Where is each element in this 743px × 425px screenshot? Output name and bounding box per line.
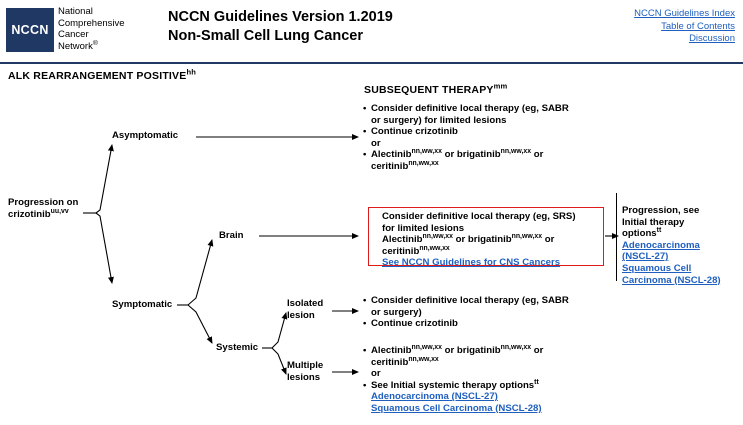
node-progression-line2: crizotinib — [8, 208, 51, 220]
list-item — [374, 234, 602, 257]
item-sup-2: nn,ww,xx — [511, 233, 543, 240]
list-item-or — [363, 138, 613, 150]
item-sup-2: nn,ww,xx — [500, 343, 532, 351]
list-item — [363, 126, 613, 138]
item-sup-3: nn,ww,xx — [408, 159, 439, 167]
therapy-isolated — [363, 295, 613, 330]
nccn-logo-wordmark: National Comprehensive Cancer Network® — [58, 6, 125, 52]
outcome-link2-line1: Squamous Cell — [622, 262, 692, 274]
therapy-asymptomatic — [363, 103, 613, 173]
item-text-4: ceritinib — [371, 160, 409, 172]
list-item — [363, 345, 613, 368]
page-title-line2: Non-Small Cell Lung Cancer — [168, 28, 363, 44]
item-text-4: ceritinib — [371, 356, 409, 368]
link-discussion[interactable]: Discussion — [689, 33, 735, 44]
item-text: Consider definitive local therapy (eg, SABR — [371, 103, 569, 114]
item-sup-3: nn,ww,xx — [419, 244, 450, 252]
therapy-isolated-list — [363, 295, 613, 330]
item-text: Alectinib — [382, 234, 423, 246]
item-text: Consider definitive local therapy (eg, SABR — [371, 295, 569, 306]
node-multiple-line2: lesions — [287, 371, 321, 383]
item-text: or — [371, 368, 381, 380]
item-sup: nn,ww,xx — [411, 343, 442, 351]
page-header — [0, 0, 743, 62]
node-asymptomatic-label: Asymptomatic — [112, 130, 179, 141]
link-adenocarcinoma-nscl27[interactable]: Adenocarcinoma (NSCL-27) — [371, 391, 498, 403]
link-outcome-adenocarcinoma[interactable] — [622, 240, 700, 263]
therapy-brain-list — [374, 211, 602, 269]
item-text-3: or — [531, 345, 544, 356]
node-asymptomatic — [112, 130, 178, 142]
node-multiple-lesions — [287, 360, 323, 383]
item-sup-2: nn,ww,xx — [500, 148, 532, 156]
item-text-2: or surgery) for limited lesions — [371, 114, 507, 126]
outcome-line2: Initial therapy — [622, 216, 685, 228]
node-brain-label: Brain — [219, 230, 244, 241]
node-multiple-line1: Multiple — [287, 360, 324, 371]
list-item — [363, 149, 613, 172]
item-sup-3: nn,ww,xx — [408, 355, 439, 363]
link-table-of-contents[interactable]: Table of Contents — [661, 20, 735, 32]
node-progression-sup: uu,vv — [50, 207, 69, 215]
node-systemic-label: Systemic — [216, 342, 259, 353]
therapy-asymptomatic-list — [363, 103, 613, 173]
section-heading-right-sup: mm — [493, 81, 508, 91]
list-item — [363, 380, 613, 415]
column-divider — [616, 193, 617, 281]
item-text-2: or brigatinib — [452, 234, 512, 246]
item-text-3: or — [531, 149, 544, 161]
node-progression — [8, 197, 88, 220]
item-text: Alectinib — [371, 149, 412, 161]
node-isolated-lesion — [287, 298, 323, 321]
item-text-4: ceritinib — [382, 245, 420, 257]
link-outcome-squamous-cell[interactable] — [622, 263, 721, 286]
item-text-2: or surgery) — [371, 306, 422, 318]
section-heading-right — [364, 81, 508, 96]
link-cns-cancers-guidelines[interactable]: See NCCN Guidelines for CNS Cancers — [382, 257, 561, 269]
node-isolated-line1: Isolated — [287, 298, 324, 309]
node-brain — [219, 230, 244, 242]
outcome-line3: options — [622, 228, 657, 240]
list-item-link — [374, 257, 602, 269]
item-sup: tt — [534, 378, 539, 386]
outcome-line3-sup: tt — [656, 227, 662, 234]
item-sup: nn,ww,xx — [422, 233, 453, 240]
item-sup: nn,ww,xx — [411, 148, 442, 156]
section-heading-left — [8, 67, 197, 82]
therapy-brain — [374, 211, 602, 269]
item-text: Continue crizotinib — [371, 318, 458, 330]
section-heading-right-text: SUBSEQUENT THERAPY — [364, 84, 494, 96]
node-symptomatic-label: Symptomatic — [112, 299, 173, 310]
node-systemic — [216, 342, 258, 354]
item-text-2: or brigatinib — [441, 149, 501, 161]
list-item — [374, 211, 602, 234]
node-isolated-line2: lesion — [287, 309, 315, 321]
list-item-or — [363, 368, 613, 380]
list-item — [363, 103, 613, 126]
link-guidelines-index[interactable]: NCCN Guidelines Index — [634, 8, 735, 19]
outcome-link2-line2: Carcinoma (NSCL-28) — [622, 274, 721, 286]
list-item — [363, 318, 613, 330]
page-title — [168, 8, 393, 46]
page-title-line1: NCCN Guidelines Version 1.2019 — [168, 9, 393, 25]
outcome-link1-line1: Adenocarcinoma — [622, 239, 700, 251]
item-text: See Initial systemic therapy options — [371, 379, 535, 391]
outcome-progression — [622, 205, 738, 286]
link-squamous-cell-carcinoma-nscl28[interactable]: Squamous Cell Carcinoma (NSCL-28) — [371, 402, 542, 414]
node-symptomatic — [112, 299, 172, 311]
nccn-logo — [6, 8, 54, 52]
item-text-2: for limited lesions — [382, 222, 465, 234]
item-text-3: or — [542, 234, 555, 246]
item-text: or — [371, 137, 381, 149]
list-item — [363, 295, 613, 318]
section-heading-left-text: ALK REARRANGEMENT POSITIVE — [8, 70, 187, 82]
therapy-multiple — [363, 345, 613, 415]
item-text: Continue crizotinib — [371, 126, 458, 138]
outcome-line1: Progression, see — [622, 205, 700, 216]
item-text-2: or brigatinib — [441, 345, 501, 356]
section-heading-left-sup: hh — [186, 67, 197, 77]
outcome-link1-line2: (NSCL-27) — [622, 251, 669, 263]
nccn-logo-text: NCCN — [11, 23, 49, 37]
node-progression-line1: Progression on — [8, 197, 79, 208]
header-divider — [0, 62, 743, 64]
item-text: Alectinib — [371, 345, 412, 356]
item-text: Consider definitive local therapy (eg, SRS) — [382, 211, 576, 222]
therapy-multiple-list — [363, 345, 613, 415]
header-links — [634, 8, 735, 46]
